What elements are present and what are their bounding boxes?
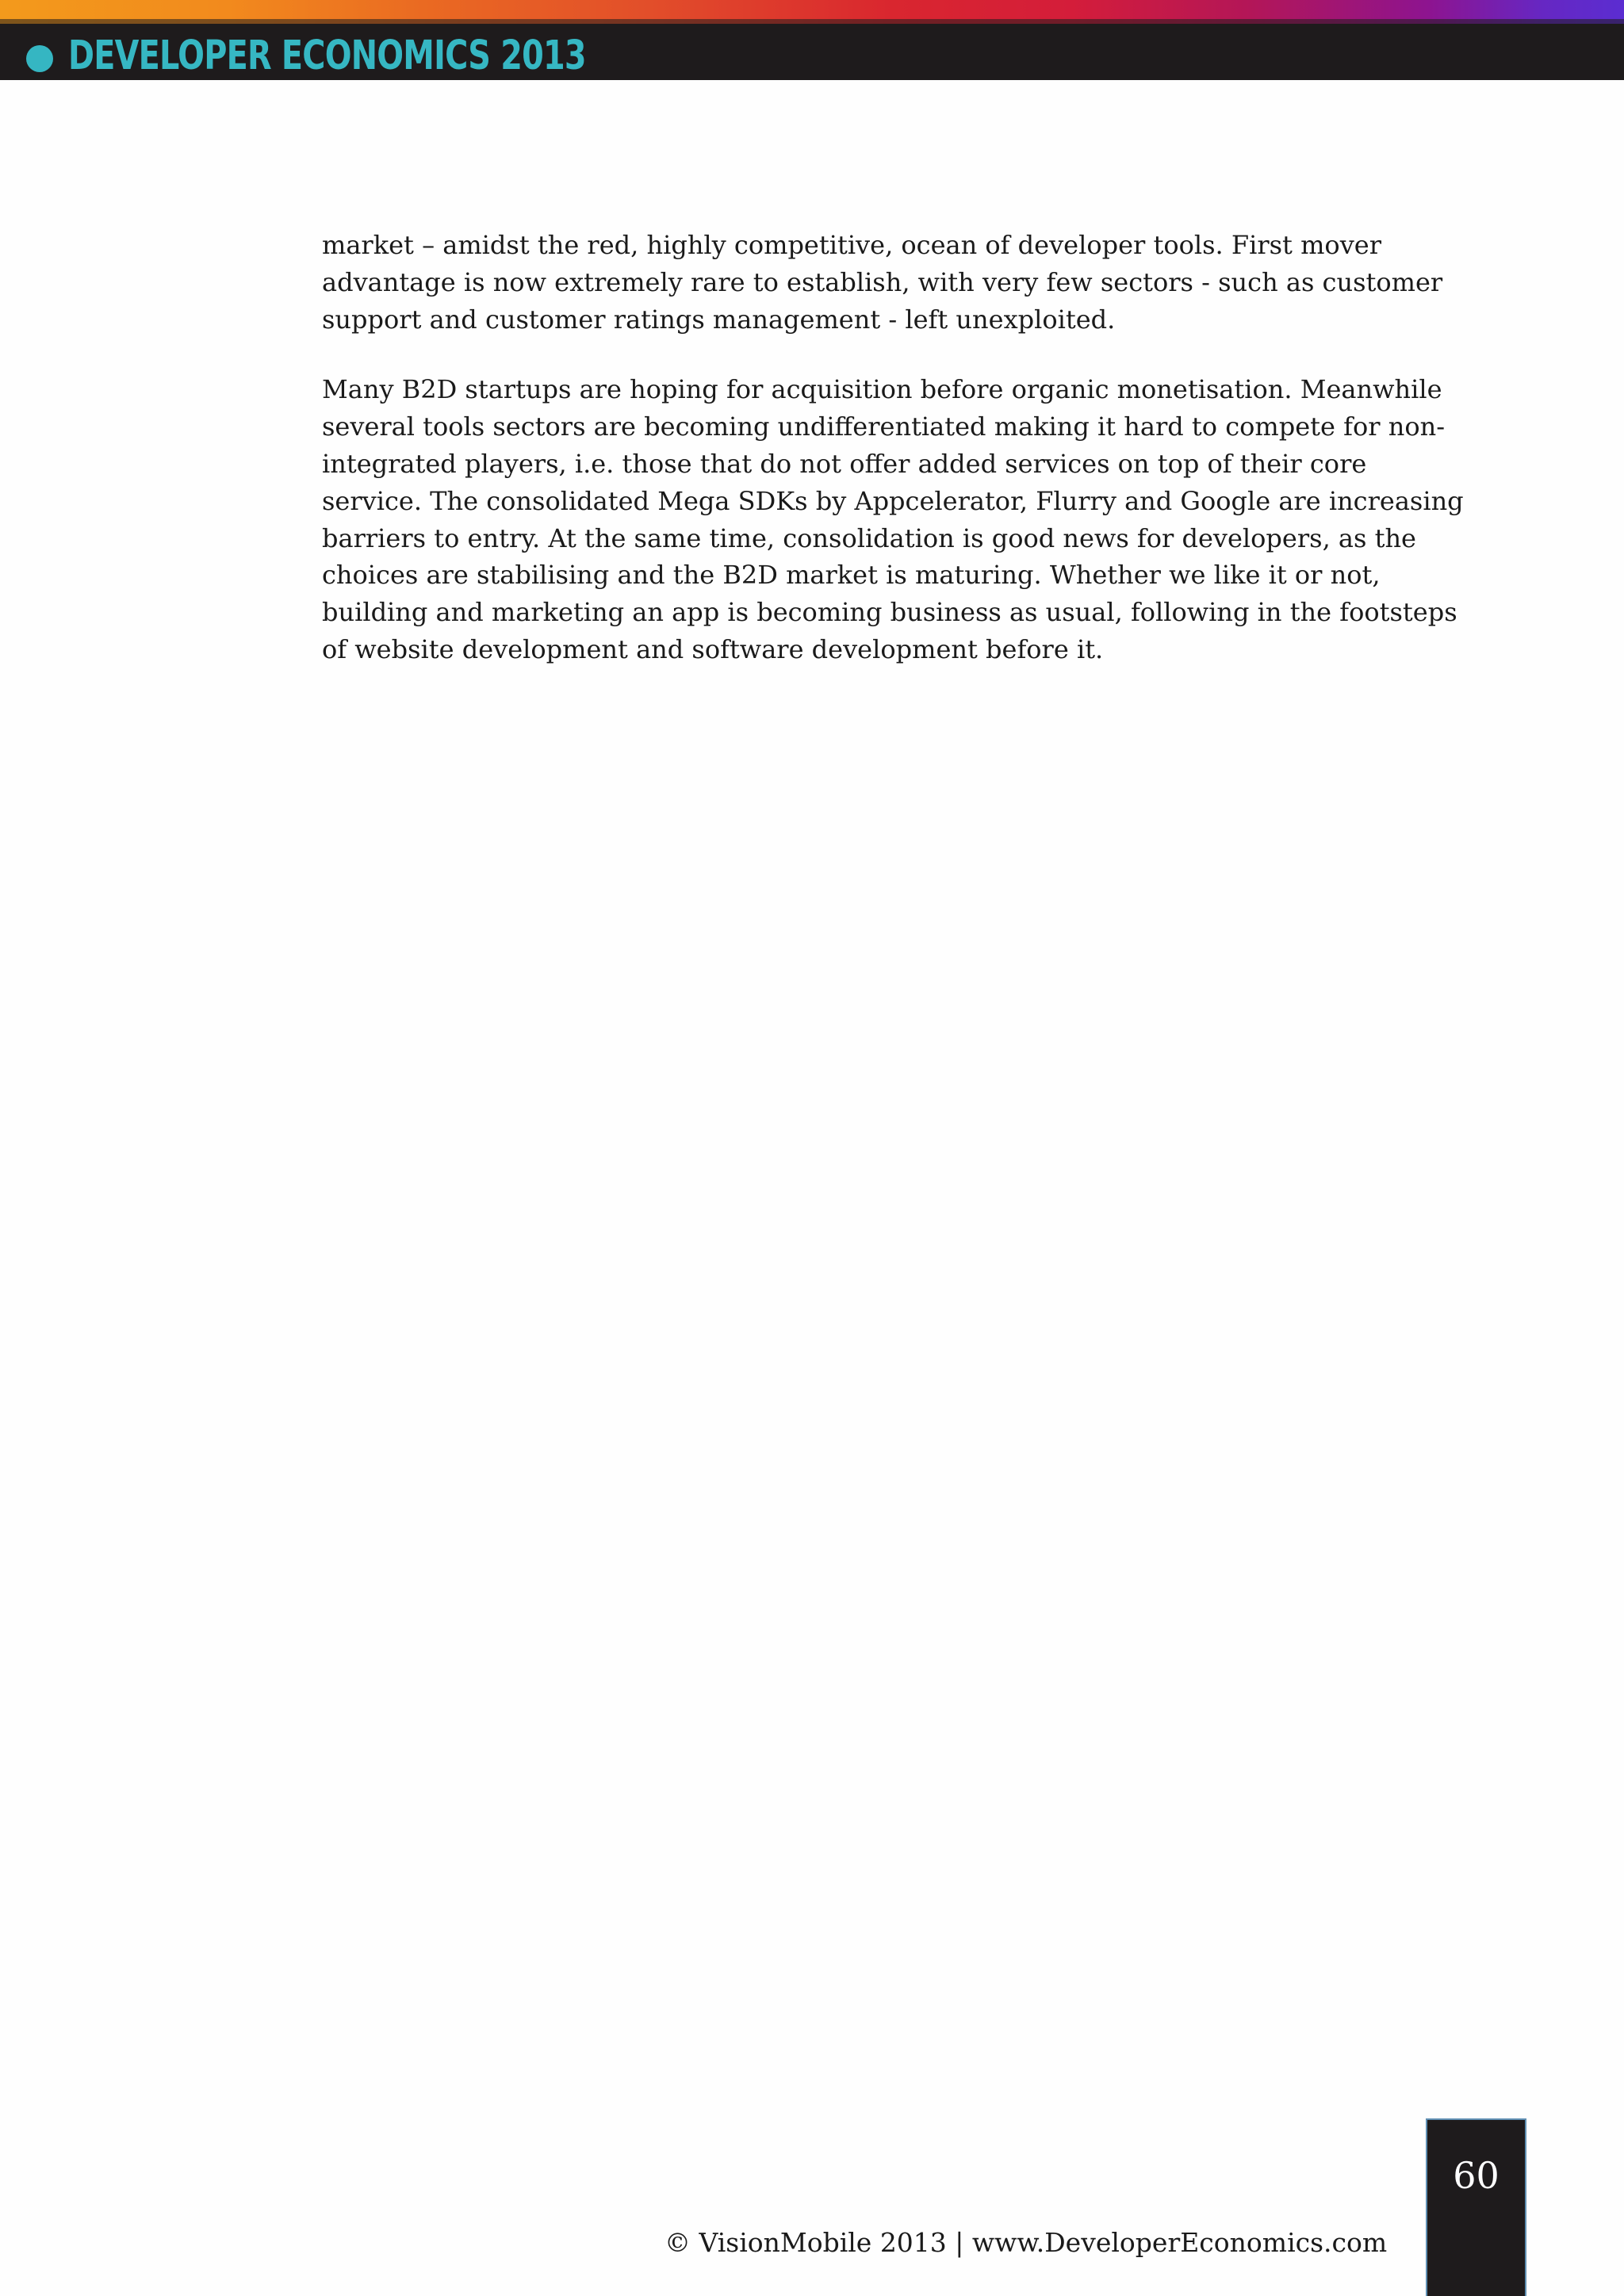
paragraph-line: of website development and software development before it. (322, 633, 1104, 664)
paragraph-line: Many B2D startups are hoping for acquisition before organic monetisation. Meanwhile (322, 374, 1442, 405)
paragraph-line: market – amidst the red, highly competitive, ocean of developer tools. First mover (322, 230, 1381, 260)
footer-copyright: © VisionMobile 2013 | www.DeveloperEconomics.com (665, 2227, 1388, 2258)
paragraph-line: choices are stabilising and the B2D market is maturing. Whether we like it or not, (322, 560, 1381, 591)
paragraph-line: integrated players, i.e. those that do not offer added services on top of their core (322, 448, 1367, 479)
paragraph-line: building and marketing an app is becoming business as usual, following in the footsteps (322, 597, 1457, 628)
page-number: 60 (1453, 2154, 1500, 2197)
paragraph-line: support and customer ratings management - left unexploited. (322, 304, 1116, 335)
header-banner (0, 0, 1624, 80)
header-gradient-bar (0, 0, 1624, 24)
header-title: DEVELOPER ECONOMICS 2013 (68, 33, 586, 79)
paragraph-line: service. The consolidated Mega SDKs by Appcelerator, Flurry and Google are increasing (322, 485, 1464, 516)
paragraph (322, 371, 1464, 668)
paragraph-line: barriers to entry. At the same time, consolidation is good news for developers, as the (322, 522, 1416, 553)
paragraph (322, 227, 1443, 338)
page-number-box (1426, 2118, 1526, 2296)
bullet-dot-icon (26, 45, 53, 72)
body-content (322, 227, 1464, 702)
paragraph-line: several tools sectors are becoming undifferentiated making it hard to compete for non- (322, 411, 1445, 442)
paragraph-line: advantage is now extremely rare to establish, with very few sectors - such as customer (322, 266, 1443, 297)
